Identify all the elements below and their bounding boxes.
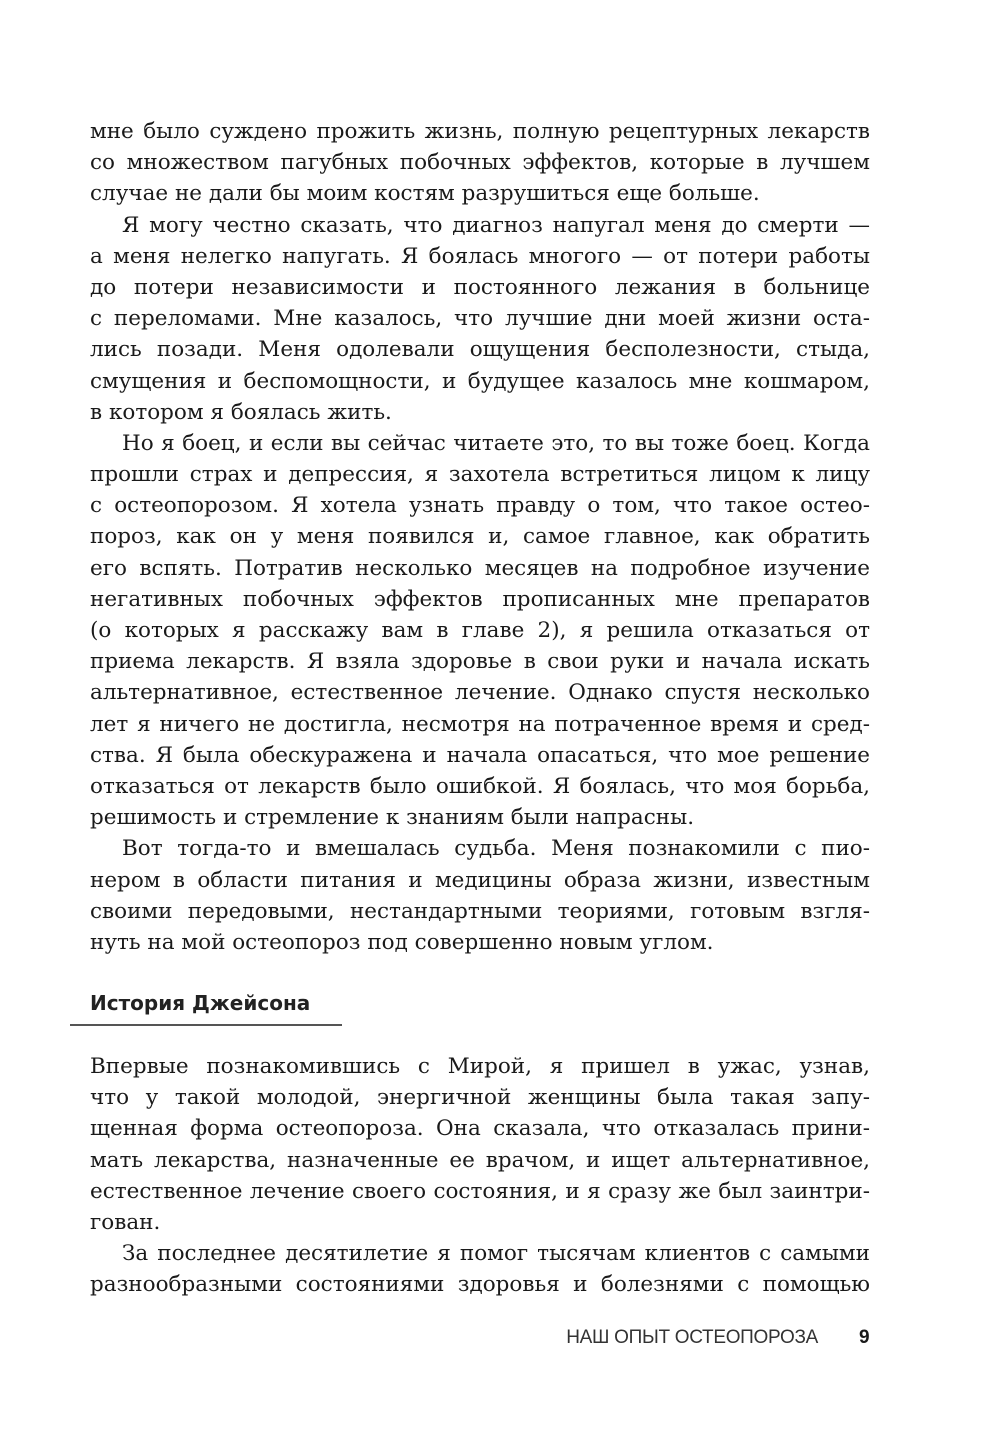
text-line: с переломами. Мне казалось, что лучшие дни моей жизни оста- — [90, 306, 870, 332]
text-line: Впервые познакомившись с Мирой, я пришел в ужас, узнав, — [90, 1054, 870, 1079]
text-line: до потери независимости и постоянного лежания в больнице — [90, 274, 870, 300]
paragraph — [90, 428, 870, 833]
text-line: смущения и беспомощности, и будущее казалось мне кошмаром, — [90, 368, 870, 394]
text-line: ства. Я была обескуражена и начала опасаться, что мое решение — [90, 742, 870, 768]
text-line: с остеопорозом. Я хотела узнать правду о том, что такое остео- — [90, 493, 870, 519]
text-line: Вот тогда-то и вмешалась судьба. Меня познакомили с пио- — [122, 836, 870, 862]
text-line: щенная форма остеопороза. Она сказала, что отказалась прини- — [90, 1116, 870, 1142]
body-text-bottom — [90, 1051, 870, 1301]
text-line: негативных побочных эффектов прописанных мне препаратов — [90, 586, 870, 612]
text-line: За последнее десятилетие я помог тысячам клиентов с самыми — [122, 1241, 870, 1267]
text-line: естественное лечение своего состояния, и я сразу же был заинтри- — [90, 1178, 870, 1204]
text-line: а меня нелегко напугать. Я боялась многого — от потери работы — [90, 243, 870, 269]
section-heading: История Джейсона — [90, 991, 311, 1015]
text-line: мать лекарства, назначенные ее врачом, и ищет альтернативное, — [90, 1147, 870, 1173]
paragraph — [90, 833, 870, 958]
page-number: 9 — [859, 1327, 870, 1348]
text-line: в котором я боялась жить. — [90, 399, 392, 425]
paragraph — [90, 116, 870, 210]
text-line: лет я ничего не достигла, несмотря на потраченное время и сред- — [90, 711, 870, 737]
text-line: своими передовыми, нестандартными теориями, готовым взгля- — [90, 898, 870, 924]
text-line: со множеством пагубных побочных эффектов, которые в лучшем — [90, 150, 870, 176]
text-line: альтернативное, естественное лечение. Однако спустя несколько — [90, 680, 870, 706]
paragraph — [90, 210, 870, 428]
text-line: прошли страх и депрессия, я захотела встретиться лицом к лицу — [90, 462, 870, 488]
page-footer — [0, 1327, 986, 1357]
text-line: что у такой молодой, энергичной женщины была такая запу- — [90, 1085, 870, 1111]
text-line: мне было суждено прожить жизнь, полную рецептурных лекарств — [90, 119, 870, 144]
text-line: (о которых я расскажу вам в главе 2), я решила отказаться от — [90, 618, 870, 643]
running-title: НАШ ОПЫТ ОСТЕОПОРОЗА — [566, 1327, 818, 1348]
text-line: гован. — [90, 1209, 161, 1235]
text-line: Я могу честно сказать, что диагноз напугал меня до смерти — — [122, 212, 870, 238]
body-text-top — [90, 116, 870, 958]
text-line: пороз, как он у меня появился и, самое главное, как обратить — [90, 524, 870, 550]
text-line: случае не дали бы моим костям разрушиться еще больше. — [90, 181, 760, 207]
text-line: отказаться от лекарств было ошибкой. Я боялась, что моя борьба, — [90, 773, 870, 799]
paragraph — [90, 1238, 870, 1300]
text-line: разнообразными состояниями здоровья и болезнями с помощью — [90, 1272, 870, 1298]
text-line: решимость и стремление к знаниям были напрасны. — [90, 805, 695, 831]
text-line: лись позади. Меня одолевали ощущения бесполезности, стыда, — [90, 337, 870, 363]
text-line: нером в области питания и медицины образа жизни, известным — [90, 867, 870, 893]
text-line: Но я боец, и если вы сейчас читаете это, то вы тоже боец. Когда — [122, 430, 870, 456]
text-line: его вспять. Потратив несколько месяцев на подробное изучение — [90, 555, 870, 581]
heading-underline — [70, 1024, 342, 1026]
text-line: нуть на мой остеопороз под совершенно новым углом. — [90, 929, 714, 955]
paragraph — [90, 1051, 870, 1238]
text-line: приема лекарств. Я взяла здоровье в свои руки и начала искать — [90, 649, 870, 675]
